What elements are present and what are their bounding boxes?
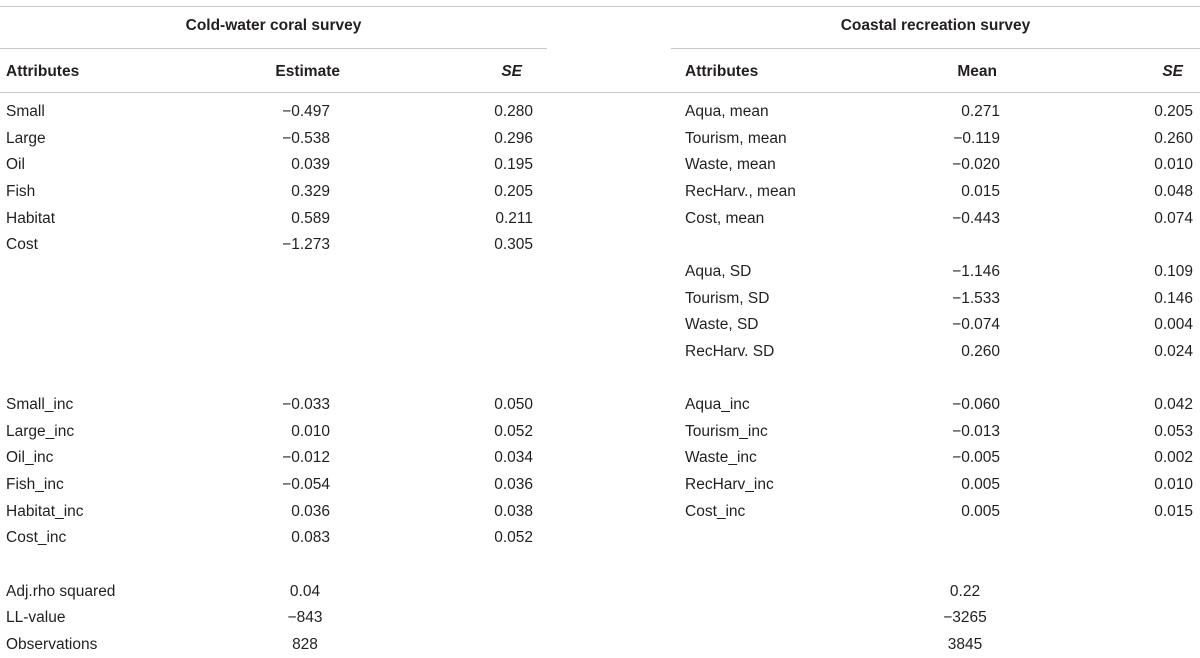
left-row-attribute: Oil (6, 156, 25, 174)
left-stat-label: Adj.rho squared (6, 582, 116, 600)
right-inc-attribute: Aqua_inc (685, 396, 750, 414)
right-mean-se: 0.010 (1154, 156, 1193, 174)
right-group-rule (671, 48, 1200, 49)
right-inc-value: −0.013 (952, 422, 1000, 440)
right-inc-value: 0.005 (961, 476, 1000, 494)
left-inc-attribute: Large_inc (6, 422, 75, 440)
left-inc-estimate: −0.012 (282, 449, 330, 467)
right-mean-header: Mean (957, 63, 997, 80)
left-row-estimate: 0.589 (291, 209, 330, 227)
left-inc-estimate: 0.083 (291, 529, 330, 547)
right-mean-attribute: Aqua, mean (685, 103, 769, 120)
left-row-estimate: −0.497 (282, 103, 330, 120)
right-mean-value: 0.015 (961, 182, 1000, 200)
left-row-se: 0.211 (495, 209, 533, 227)
left-row-estimate: 0.039 (291, 156, 330, 174)
left-row-se: 0.195 (494, 156, 533, 174)
right-inc-se: 0.010 (1154, 476, 1193, 494)
left-group-rule (0, 48, 547, 49)
left-inc-se: 0.052 (494, 422, 533, 440)
left-inc-estimate: −0.054 (282, 476, 330, 494)
right-inc-se: 0.042 (1154, 396, 1193, 414)
right-mean-attribute: Cost, mean (685, 209, 765, 227)
left-row-se: 0.305 (494, 236, 533, 254)
right-sd-value: 0.260 (961, 342, 1000, 360)
left-attributes-header: Attributes (6, 63, 80, 80)
right-sd-se: 0.024 (1154, 342, 1193, 360)
right-sd-attribute: Waste, SD (685, 316, 759, 334)
left-stat-value: 0.04 (289, 582, 321, 600)
left-row-attribute: Habitat (6, 209, 56, 227)
right-mean-attribute: Waste, mean (685, 156, 776, 174)
right-sd-value: −0.074 (952, 316, 1000, 334)
right-mean-se: 0.260 (1154, 129, 1193, 147)
right-stat-value: −3265 (943, 609, 987, 627)
left-row-attribute: Cost (6, 236, 38, 254)
right-mean-se: 0.048 (1154, 182, 1193, 200)
left-inc-attribute: Fish_inc (6, 476, 64, 494)
left-inc-se: 0.038 (494, 502, 533, 520)
left-stat-label: Observations (6, 636, 98, 653)
left-inc-se: 0.052 (494, 529, 533, 547)
left-stat-label: LL-value (6, 609, 66, 627)
right-attributes-header: Attributes (685, 63, 759, 80)
right-inc-value: −0.005 (952, 449, 1000, 467)
top-rule (0, 6, 1200, 7)
right-sd-se: 0.109 (1154, 262, 1193, 280)
left-inc-estimate: −0.033 (282, 396, 330, 414)
right-sd-attribute: Aqua, SD (685, 262, 752, 280)
left-row-attribute: Large (6, 129, 46, 147)
right-inc-se: 0.053 (1154, 422, 1193, 440)
right-sd-se: 0.004 (1154, 316, 1193, 334)
right-inc-attribute: Cost_inc (685, 502, 746, 520)
right-inc-se: 0.015 (1154, 502, 1193, 520)
right-stat-value: 0.22 (949, 582, 981, 600)
left-row-se: 0.280 (494, 103, 533, 120)
left-inc-se: 0.036 (494, 476, 533, 494)
right-stat-value: 3845 (947, 636, 983, 653)
right-sd-value: −1.146 (952, 262, 1000, 280)
left-stat-value: −843 (287, 609, 323, 627)
right-mean-value: −0.020 (952, 156, 1000, 174)
right-mean-value: −0.119 (953, 129, 1000, 147)
right-inc-value: −0.060 (952, 396, 1000, 414)
left-inc-attribute: Habitat_inc (6, 502, 84, 520)
right-inc-se: 0.002 (1154, 449, 1193, 467)
left-inc-attribute: Small_inc (6, 396, 74, 414)
right-survey-title: Coastal recreation survey (840, 17, 1031, 34)
left-stat-value: 828 (292, 636, 318, 653)
right-mean-se: 0.074 (1154, 209, 1193, 227)
left-inc-attribute: Oil_inc (6, 449, 54, 467)
left-row-attribute: Small (6, 103, 45, 120)
left-row-estimate: −0.538 (282, 129, 330, 147)
left-inc-attribute: Cost_inc (6, 529, 67, 547)
right-mean-value: 0.271 (961, 103, 1000, 120)
right-sd-attribute: Tourism, SD (685, 289, 770, 307)
right-mean-se: 0.205 (1154, 103, 1193, 120)
left-row-estimate: −1.273 (282, 236, 330, 254)
left-row-se: 0.296 (494, 129, 533, 147)
left-survey-title: Cold-water coral survey (185, 17, 362, 34)
right-mean-attribute: Tourism, mean (685, 129, 787, 147)
right-mean-attribute: RecHarv., mean (685, 182, 796, 200)
right-inc-attribute: Tourism_inc (685, 422, 768, 440)
right-se-header: SE (1162, 63, 1183, 80)
right-inc-attribute: Waste_inc (685, 449, 757, 467)
right-inc-value: 0.005 (961, 502, 1000, 520)
right-mean-value: −0.443 (952, 209, 1000, 227)
left-inc-estimate: 0.036 (291, 502, 330, 520)
left-inc-se: 0.050 (494, 396, 533, 414)
left-se-header: SE (501, 63, 522, 80)
left-row-estimate: 0.329 (291, 182, 330, 200)
left-inc-estimate: 0.010 (291, 422, 330, 440)
left-row-attribute: Fish (6, 182, 36, 200)
header-rule (0, 92, 1200, 93)
right-sd-attribute: RecHarv. SD (685, 342, 775, 360)
right-sd-se: 0.146 (1154, 289, 1193, 307)
right-inc-attribute: RecHarv_inc (685, 476, 774, 494)
left-inc-se: 0.034 (494, 449, 533, 467)
left-row-se: 0.205 (494, 182, 533, 200)
right-sd-value: −1.533 (952, 289, 1000, 307)
left-estimate-header: Estimate (275, 63, 340, 80)
